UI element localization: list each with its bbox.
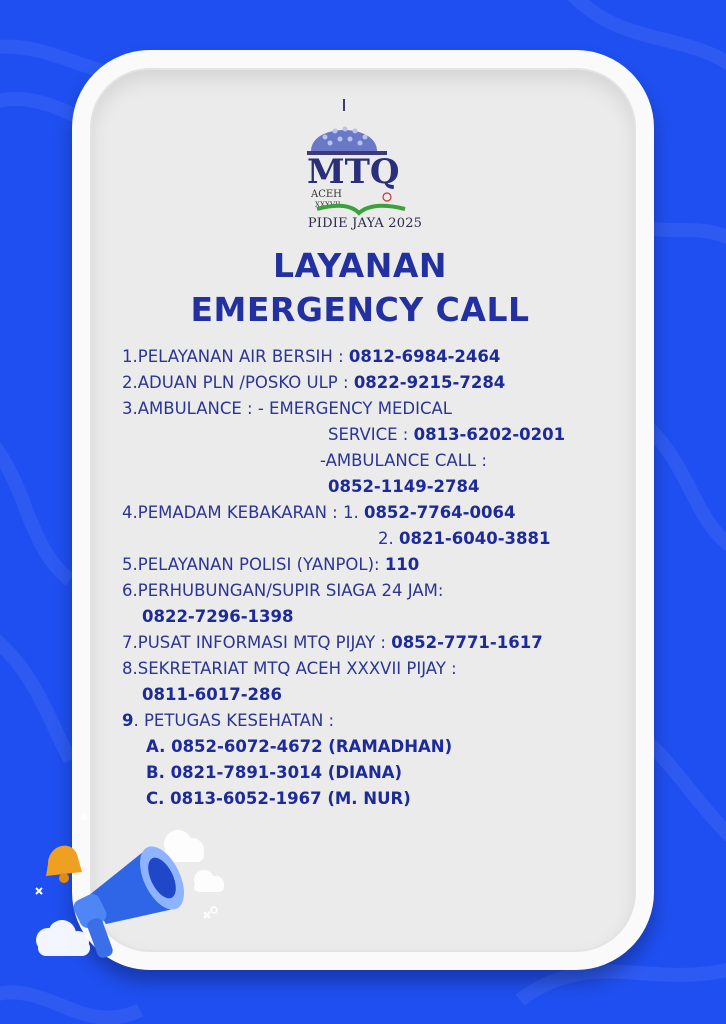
list-item-perhubungan bbox=[122, 581, 443, 600]
item-label: 5.PELAYANAN POLISI (YANPOL): bbox=[122, 555, 385, 574]
list-item-sekretariat-number bbox=[142, 685, 282, 704]
logo-subtitle: PIDIE JAYA 2025 bbox=[307, 216, 423, 231]
page-title-line2: EMERGENCY CALL bbox=[190, 290, 530, 329]
phone-number: 0852-1149-2784 bbox=[328, 477, 480, 496]
megaphone-icon bbox=[28, 800, 228, 990]
item-label: -AMBULANCE CALL : bbox=[320, 451, 487, 470]
list-item-pemadam-2 bbox=[378, 529, 550, 548]
phone-number: 0852-7764-0064 bbox=[363, 503, 516, 522]
logo-edition: XXXVII bbox=[315, 201, 341, 209]
list-item-sekretariat bbox=[122, 659, 457, 678]
list-item-ambulance-call bbox=[320, 451, 487, 470]
logo-place: ACEH bbox=[311, 189, 342, 200]
phone-number: 110 bbox=[384, 555, 420, 574]
item-number: 9 bbox=[122, 711, 134, 730]
list-item-perhubungan-number bbox=[142, 607, 293, 626]
list-item-pusat-informasi bbox=[122, 633, 543, 652]
mtq-aceh-logo bbox=[297, 97, 427, 229]
phone-number: 0822-7296-1398 bbox=[142, 607, 294, 626]
item-label: 6.PERHUBUNGAN/SUPIR SIAGA 24 JAM: bbox=[122, 581, 444, 600]
list-item-pemadam bbox=[122, 503, 515, 522]
list-item-ambulance-call-number bbox=[328, 477, 479, 496]
item-label: 4.PEMADAM KEBAKARAN : 1. bbox=[122, 503, 364, 522]
list-item-pln bbox=[122, 373, 505, 392]
item-label: 8.SEKRETARIAT MTQ ACEH XXXVII PIJAY : bbox=[122, 659, 457, 678]
kesehatan-contact-b: B. 0821-7891-3014 (DIANA) bbox=[146, 763, 403, 782]
item-label: SERVICE : bbox=[328, 425, 414, 444]
list-item-ambulance bbox=[122, 399, 452, 418]
phone-number: 0811-6017-286 bbox=[142, 685, 282, 704]
item-label: . PETUGAS KESEHATAN : bbox=[133, 711, 335, 730]
kesehatan-contact-c: C. 0813-6052-1967 (M. NUR) bbox=[146, 789, 411, 808]
list-item-polisi bbox=[122, 555, 419, 574]
phone-number: 0813-6202-0201 bbox=[413, 425, 566, 444]
phone-number: 0822-9215-7284 bbox=[353, 373, 506, 392]
item-label: 1.PELAYANAN AIR BERSIH : bbox=[122, 347, 349, 366]
page-title-line1: LAYANAN bbox=[273, 246, 447, 285]
item-label: 2. bbox=[378, 529, 399, 548]
item-label: 7.PUSAT INFORMASI MTQ PIJAY : bbox=[122, 633, 392, 652]
phone-number: 0821-6040-3881 bbox=[399, 529, 551, 548]
phone-number: 0852-7771-1617 bbox=[391, 633, 543, 652]
list-item-kesehatan bbox=[122, 711, 334, 730]
logo-wordmark: MTQ bbox=[307, 152, 400, 192]
list-item-air-bersih bbox=[122, 347, 500, 366]
item-label: 2.ADUAN PLN /POSKO ULP : bbox=[122, 373, 354, 392]
list-item-ambulance-ems bbox=[328, 425, 565, 444]
item-label: 3.AMBULANCE : - EMERGENCY MEDICAL bbox=[122, 399, 452, 418]
kesehatan-contact-a: A. 0852-6072-4672 (RAMADHAN) bbox=[146, 737, 453, 756]
bell-icon bbox=[46, 846, 82, 883]
phone-number: 0812-6984-2464 bbox=[348, 347, 501, 366]
